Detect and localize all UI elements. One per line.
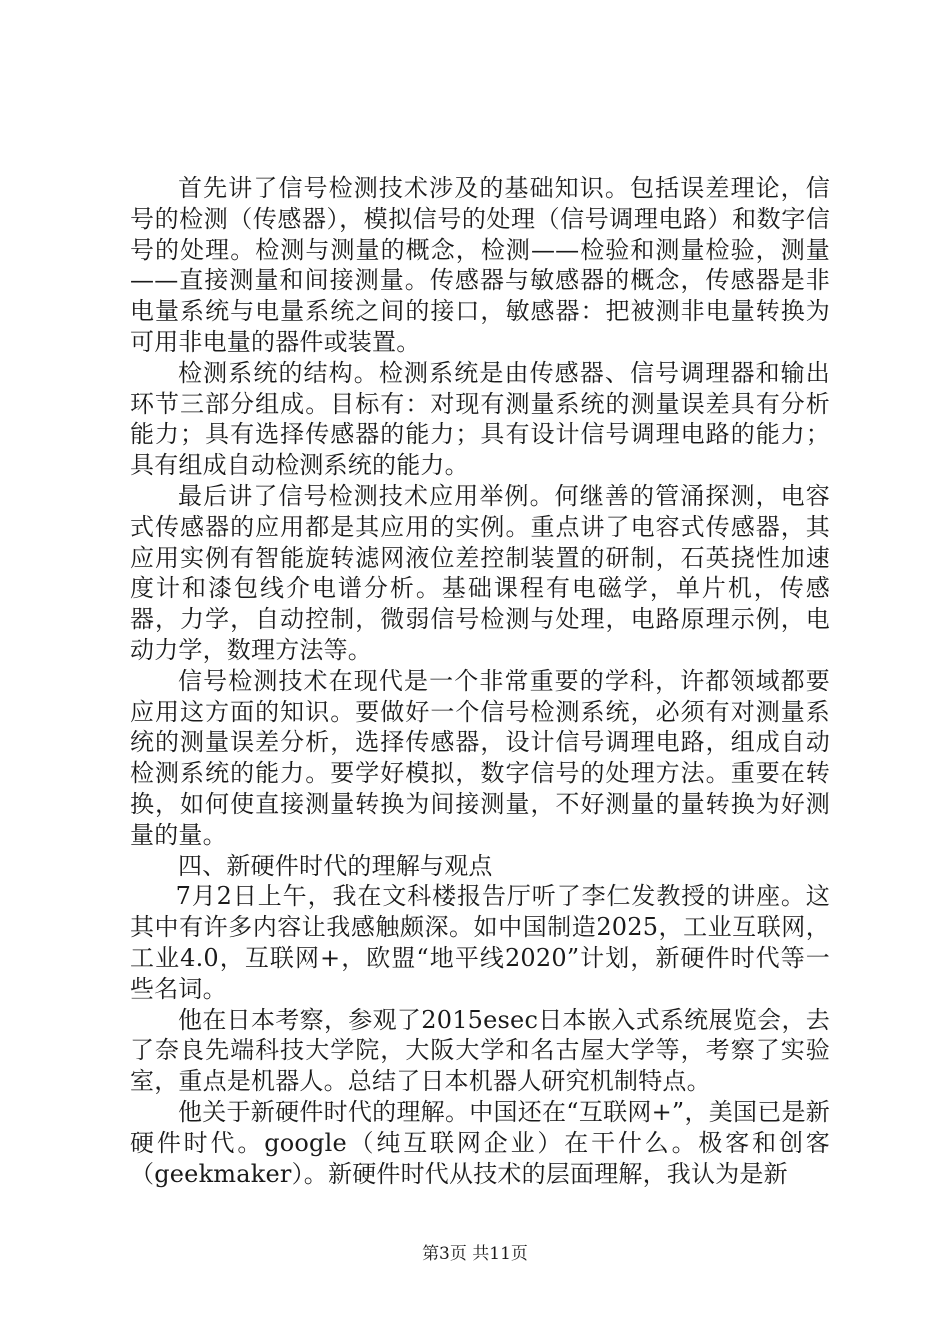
paragraph-system-structure: 检测系统的结构。检测系统是由传感器、信号调理器和输出环节三部分组成。目标有：对现有测量系统的测量误差具有分析能力；具有选择传感器的能力；具有设计信号调理电路的能力；具有组成自动检测系统的能力。 [130,358,830,480]
paragraph-new-hardware-era: 他关于新硬件时代的理解。中国还在“互联网+”，美国已是新硬件时代。google（纯互联网企业）在干什么。极客和创客（geekmaker）。新硬件时代从技术的层面理解，我认为是新 [130,1097,830,1188]
paragraph-importance: 信号检测技术在现代是一个非常重要的学科，许都领域都要应用这方面的知识。要做好一个信号检测系统，必须有对测量系统的测量误差分析，选择传感器，设计信号调理电路，组成自动检测系统的能力。要学好模拟，数字信号的处理方法。重要在转换，如何使直接测量转换为间接测量，不好测量的量转换为好测量的量。 [130,666,830,849]
paragraph-basics: 首先讲了信号检测技术涉及的基础知识。包括误差理论，信号的检测（传感器），模拟信号的处理（信号调理电路）和数字信号的处理。检测与测量的概念，检测——检验和测量检验，测量——直接测量和间接测量。传感器与敏感器的概念，传感器是非电量系统与电量系统之间的接口，敏感器：把被测非电量转换为可用非电量的器件或装置。 [130,174,830,356]
paragraph-application-examples: 最后讲了信号检测技术应用举例。何继善的管涌探测，电容式传感器的应用都是其应用的实例。重点讲了电容式传感器，其应用实例有智能旋转滤网液位差控制装置的研制，石英挠性加速度计和漆包线介电谱分析。基础课程有电磁学，单片机，传感器，力学，自动控制，微弱信号检测与处理，电路原理示例，电动力学，数理方法等。 [130,481,830,664]
page-footer: 第3页 共11页 [422,1244,528,1264]
section-heading: 四、新硬件时代的理解与观点 [178,851,493,880]
paragraph-lecture-intro: 7月2日上午，我在文科楼报告厅听了李仁发教授的讲座。这其中有许多内容让我感触颇深。如中国制造2025，工业互联网，工业4.0，互联网+，欧盟“地平线2020”计划，新硬件时代等一些名词。 [130,882,830,1003]
document-body [130,173,830,1189]
paragraph-japan-visit: 他在日本考察，参观了2015esec日本嵌入式系统展览会，去了奈良先端科技大学院，大阪大学和名古屋大学等，考察了实验室，重点是机器人。总结了日本机器人研究机制特点。 [130,1005,830,1096]
